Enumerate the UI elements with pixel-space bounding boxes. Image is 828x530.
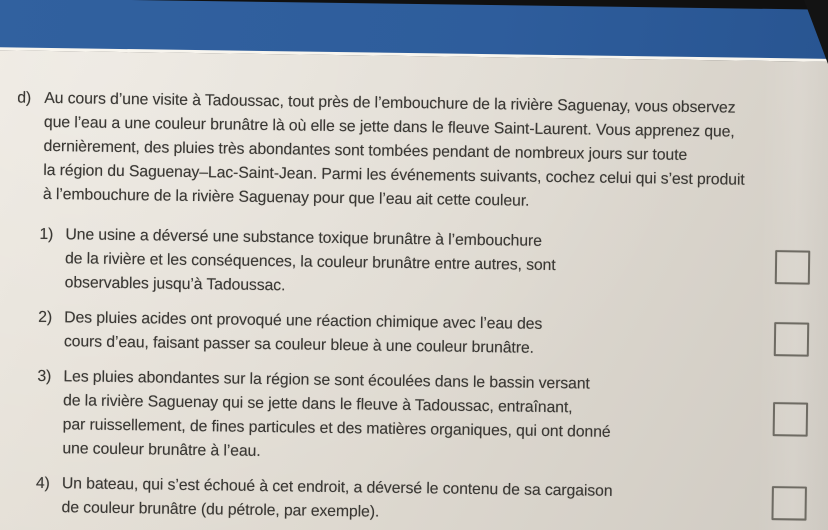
text-line: que l’eau a une couleur brunâtre là où elle se jette dans le fleuve Saint-Laurent. Vous apprenez que, bbox=[43, 113, 735, 141]
option-text bbox=[65, 223, 557, 302]
answer-checkbox-2[interactable] bbox=[774, 322, 809, 356]
options-list bbox=[11, 223, 815, 530]
option-text bbox=[64, 306, 543, 361]
text-line: de la rivière Saguenay qui se jette dans le fleuve à Tadoussac, entraînant, bbox=[62, 392, 573, 417]
text-line: de la rivière et les conséquences, la couleur brunâtre entre autres, sont bbox=[64, 250, 556, 275]
option-row-2 bbox=[38, 306, 791, 364]
worksheet-page bbox=[0, 47, 828, 530]
text-line: à l’embouchure de la rivière Saguenay pour que l’eau ait cette couleur. bbox=[42, 185, 530, 210]
question-text bbox=[43, 87, 746, 217]
text-line: Des pluies acides ont provoqué une réaction chimique avec l’eau des bbox=[64, 309, 543, 333]
answer-checkbox-1[interactable] bbox=[775, 250, 810, 284]
option-number: 2) bbox=[38, 308, 53, 327]
option-number: 1) bbox=[39, 225, 54, 244]
text-line: par ruissellement, de fines particules et des matières organiques, qui ont donné bbox=[62, 416, 611, 441]
option-number: 3) bbox=[37, 367, 52, 386]
page-content bbox=[11, 87, 817, 530]
text-line: Au cours d’une visite à Tadoussac, tout près de l’embouchure de la rivière Saguenay, vous observez bbox=[44, 89, 736, 117]
text-line: cours d’eau, faisant passer sa couleur bleue à une couleur brunâtre. bbox=[63, 333, 535, 357]
option-row-3 bbox=[36, 365, 789, 471]
option-number: 4) bbox=[35, 474, 50, 493]
text-line: de couleur brunâtre (du pétrole, par exemple). bbox=[61, 499, 380, 521]
text-line: dernièrement, des pluies très abondantes sont tombées pendant de nombreux jours sur toute bbox=[43, 137, 688, 164]
answer-checkbox-4[interactable] bbox=[771, 486, 806, 520]
answer-checkbox-3[interactable] bbox=[773, 402, 808, 436]
text-line: la région du Saguenay–Lac-Saint-Jean. Parmi les événements suivants, cochez celui qui s’est produit bbox=[43, 161, 745, 189]
question-d bbox=[16, 87, 818, 218]
text-line: une couleur brunâtre à l’eau. bbox=[62, 440, 261, 460]
text-line: Une usine a déversé une substance toxique brunâtre à l’embouchure bbox=[65, 226, 542, 250]
option-row-1 bbox=[39, 223, 792, 305]
option-text bbox=[62, 365, 611, 469]
text-line: Les pluies abondantes sur la région se sont écoulées dans le bassin versant bbox=[63, 368, 590, 393]
option-row-4 bbox=[35, 472, 788, 530]
question-label: d) bbox=[17, 89, 32, 107]
text-line: observables jusqu’à Tadoussac. bbox=[64, 274, 286, 295]
text-line: Un bateau, qui s’est échoué à cet endroit, a déversé le contenu de sa cargaison bbox=[61, 475, 613, 500]
option-text bbox=[61, 472, 612, 528]
